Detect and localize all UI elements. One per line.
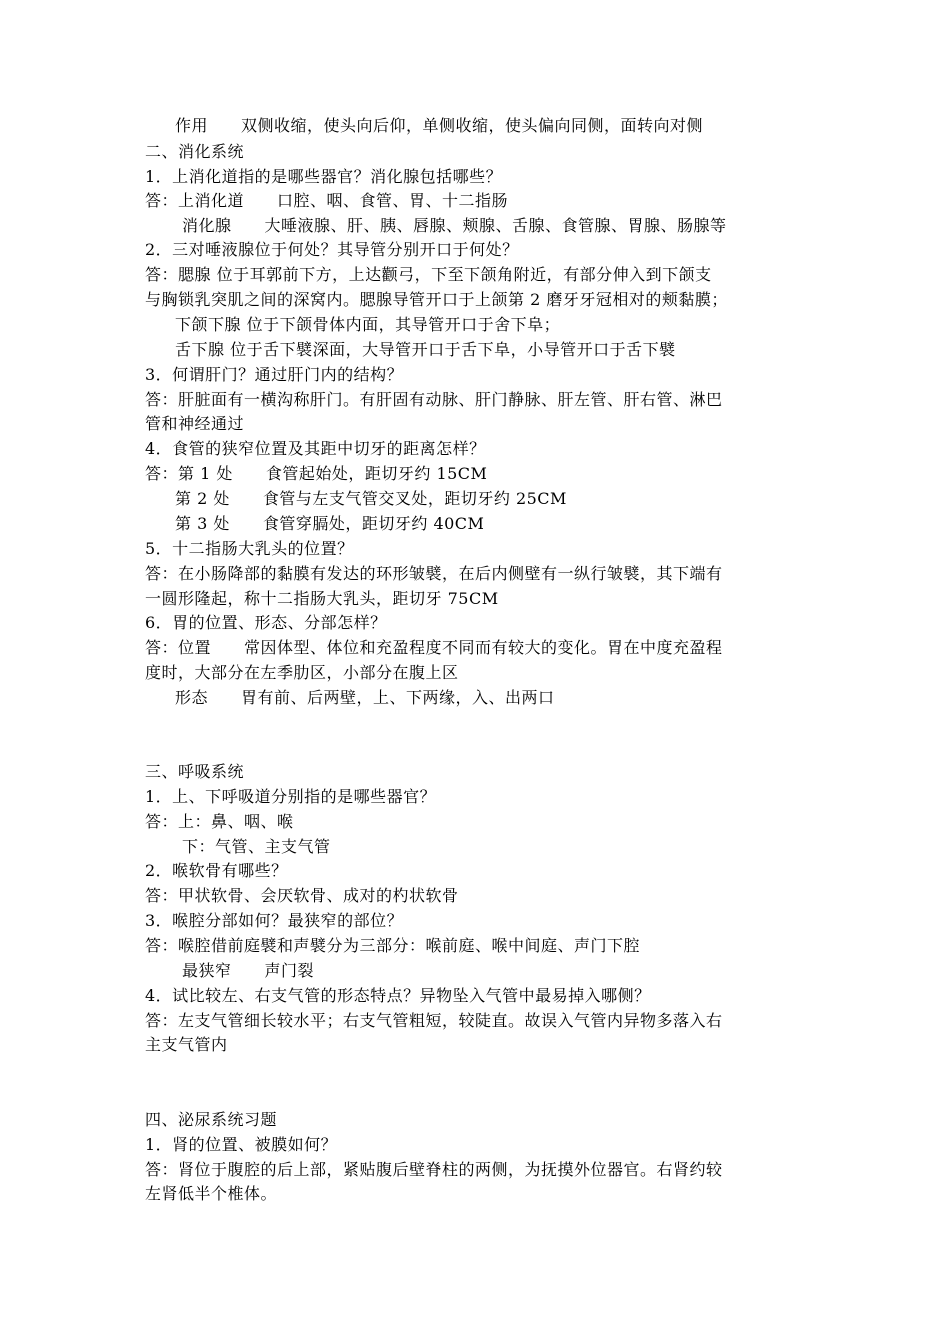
answer-3-line-1: 答：肝脏面有一横沟称肝门。有肝固有动脉、肝门静脉、肝左管、肝右管、淋巴 [145,390,723,409]
answer-1-line-1: 答：上消化道 口腔、咽、食管、胃、十二指肠 [145,191,509,210]
answer-4-line-1: 答：第 1 处 食管起始处，距切牙约 15CM [145,464,488,483]
urinary-answer-1-line-2: 左肾低半个椎体。 [145,1184,278,1203]
answer-2-line-1: 答：腮腺 位于耳郭前下方，上达颧弓，下至下颌角附近，有部分伸入到下颌支 [145,265,712,284]
answer-6-line-2: 度时，大部分在左季肋区，小部分在腹上区 [145,663,459,682]
answer-5-line-1: 答：在小肠降部的黏膜有发达的环形皱襞，在后内侧壁有一纵行皱襞，其下端有 [145,564,723,583]
resp-question-3: 3．喉腔分部如何？最狭窄的部位？ [145,911,404,930]
section-heading-urinary: 四、泌尿系统习题 [145,1110,278,1129]
resp-question-1: 1．上、下呼吸道分别指的是哪些器官？ [145,787,437,806]
resp-question-2: 2．喉软骨有哪些？ [145,861,288,880]
answer-2-line-3: 下颌下腺 位于下颌骨体内面，其导管开口于舍下阜； [175,315,561,334]
resp-answer-1-line-1: 答：上：鼻、咽、喉 [145,812,294,831]
resp-answer-3-line-2: 最狭窄 声门裂 [182,961,315,980]
resp-answer-1-line-2: 下：气管、主支气管 [182,837,331,856]
question-4: 4．食管的狭窄位置及其距中切牙的距离怎样？ [145,439,486,458]
section-heading-digestive: 二、消化系统 [145,142,245,161]
resp-question-4: 4．试比较左、右支气管的形态特点？异物坠入气管中最易掉入哪侧？ [145,986,651,1005]
resp-answer-3-line-1: 答：喉腔借前庭襞和声襞分为三部分：喉前庭、喉中间庭、声门下腔 [145,936,641,955]
muscle-action-line: 作用 双侧收缩，使头向后仰，单侧收缩，使头偏向同侧，面转向对侧 [175,116,704,135]
question-5: 5．十二指肠大乳头的位置？ [145,539,354,558]
section-heading-respiratory: 三、呼吸系统 [145,762,245,781]
answer-6-line-3: 形态 胃有前、后两壁，上、下两缘，入、出两口 [175,688,555,707]
answer-1-line-2: 消化腺 大唾液腺、肝、胰、唇腺、颊腺、舌腺、食管腺、胃腺、肠腺等 [182,216,727,235]
question-1: 1．上消化道指的是哪些器官？消化腺包括哪些？ [145,167,503,186]
answer-4-line-3: 第 3 处 食管穿膈处，距切牙约 40CM [175,514,485,533]
answer-3-line-2: 管和神经通过 [145,414,245,433]
question-6: 6．胃的位置、形态、分部怎样？ [145,613,387,632]
answer-6-line-1: 答：位置 常因体型、体位和充盈程度不同而有较大的变化。胃在中度充盈程 [145,638,723,657]
answer-4-line-2: 第 2 处 食管与左支气管交叉处，距切牙约 25CM [175,489,567,508]
urinary-answer-1-line-1: 答：肾位于腹腔的后上部，紧贴腹后壁脊柱的两侧，为抚摸外位器官。右肾约较 [145,1160,723,1179]
resp-answer-4-line-1: 答：左支气管细长较水平；右支气管粗短，较陡直。故误入气管内异物多落入右 [145,1011,723,1030]
answer-2-line-2: 与胸锁乳突肌之间的深窝内。腮腺导管开口于上颌第 2 磨牙牙冠相对的颊黏膜； [145,290,728,309]
resp-answer-2: 答：甲状软骨、会厌软骨、成对的杓状软骨 [145,886,459,905]
resp-answer-4-line-2: 主支气管内 [145,1035,228,1054]
question-2: 2．三对唾液腺位于何处？其导管分别开口于何处？ [145,240,519,259]
answer-5-line-2: 一圆形隆起，称十二指肠大乳头，距切牙 75CM [145,589,499,608]
urinary-question-1: 1．肾的位置、被膜如何？ [145,1135,338,1154]
question-3: 3．何谓肝门？通过肝门内的结构？ [145,365,404,384]
answer-2-line-4: 舌下腺 位于舌下襞深面，大导管开口于舌下阜，小导管开口于舌下襞 [175,340,676,359]
